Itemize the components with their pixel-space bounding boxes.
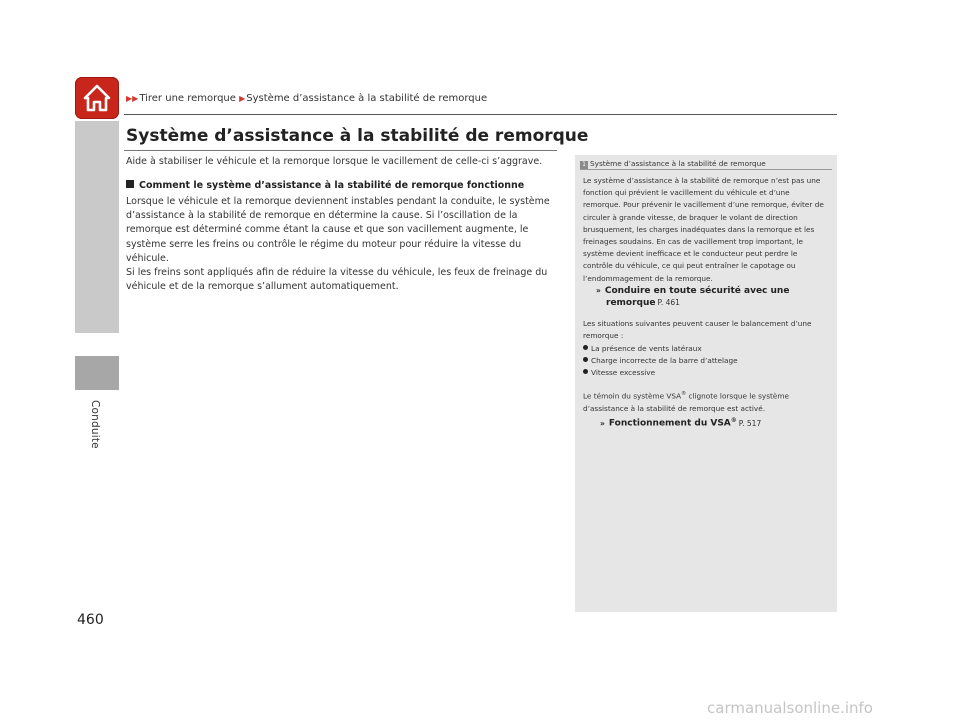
double-arrow-icon: » [596,285,601,295]
home-icon [82,82,112,114]
breadcrumb-item-current: Système d’assistance à la stabilité de remorque [246,93,488,104]
side-note-heading-text: Système d’assistance à la stabilité de remorque [590,159,766,168]
section-heading-text: Comment le système d’assistance à la stabilité de remorque fonctionne [139,180,525,191]
breadcrumb-item-towing[interactable]: Tirer une remorque [139,93,236,104]
section-body [126,195,566,294]
section-heading [126,180,524,191]
bullet-icon [583,369,588,374]
side-note-paragraph: Les situations suivantes peuvent causer le balancement d’une remorque : [583,319,812,341]
arrow-icon: ▶ [239,94,246,103]
side-note-text: Le témoin du système VSA [583,391,682,401]
double-arrow-icon: » [600,418,605,428]
double-arrow-icon: ▶▶ [126,94,139,103]
header-divider [124,114,837,115]
ref-link-label: Fonctionnement du VSA [608,418,731,429]
title-divider [124,150,557,151]
bullet-icon [583,345,588,350]
list-item [583,355,829,367]
home-button[interactable] [75,77,119,119]
ref-link-safe-towing[interactable] [583,285,829,297]
watermark: carmanualsonline.info [707,699,873,717]
list-item-text: Charge incorrecte de la barre d’attelage [591,355,738,365]
side-note-heading [580,159,766,169]
breadcrumb [126,93,487,104]
ref-link-vsa[interactable] [583,415,829,430]
ref-link-label: Conduire en toute sécurité avec une [604,285,790,296]
section-paragraph: Lorsque le véhicule et la remorque deviennent instables pendant la conduite, le système d’assistance à la stabilité de remorque en détermine la cause. Si l’oscillation de la remorque est déterminé comme étant la cause et que son vacillement augmente, le système serre les freins ou contrôle le régime du moteur pour réduire la vitesse du véhicule. [126,196,550,264]
registered-mark: ® [681,391,687,398]
note-number-icon: 1 [580,161,588,169]
page-title: Système d’assistance à la stabilité de remorque [126,126,589,146]
side-note-text: clignote lorsque le système d’assistance à la stabilité de remorque est activé. [583,391,789,413]
page-number: 460 [77,612,104,628]
side-tab-active[interactable] [75,356,119,390]
ref-link-page: P. 517 [738,418,762,428]
side-tab-block [75,121,119,333]
list-item [583,367,829,379]
side-note-paragraph [583,388,829,415]
square-bullet-icon [126,180,134,188]
ref-link-label: remorque [606,298,656,309]
list-item-text: La présence de vents latéraux [591,343,702,353]
side-tab-label: Conduite [89,400,101,449]
list-item [583,343,829,355]
side-note-body [583,175,829,430]
bullet-icon [583,357,588,362]
side-note-divider [580,169,832,170]
ref-link-page: P. 461 [657,298,680,308]
registered-mark: ® [730,417,737,425]
intro-text: Aide à stabiliser le véhicule et la remorque lorsque le vacillement de celle-ci s’aggrave. [126,156,543,167]
list-item-text: Vitesse excessive [591,368,656,378]
side-note-paragraph: Le système d’assistance à la stabilité de remorque n’est pas une fonction qui prévient le vacillement du véhicule et d’une remorque. Pour prévenir le vacillement d’une remorque, éviter de circuler à grande vitesse, de braquer le volant de direction brusquement, les charges inadéquates dans la remorque et les freinages soudains. En cas de vacillement trop important, le système devient inefficace et le conducteur peut perdre le contrôle du véhicule, ce qui peut entraîner le capotage ou l’endommagement de la remorque. [583,176,824,283]
ref-link-continued[interactable] [583,297,829,309]
section-paragraph: Si les freins sont appliqués afin de réduire la vitesse du véhicule, les feux de freinage du véhicule et de la remorque s’allument automatiquement. [126,267,548,293]
side-note-panel [575,155,837,612]
